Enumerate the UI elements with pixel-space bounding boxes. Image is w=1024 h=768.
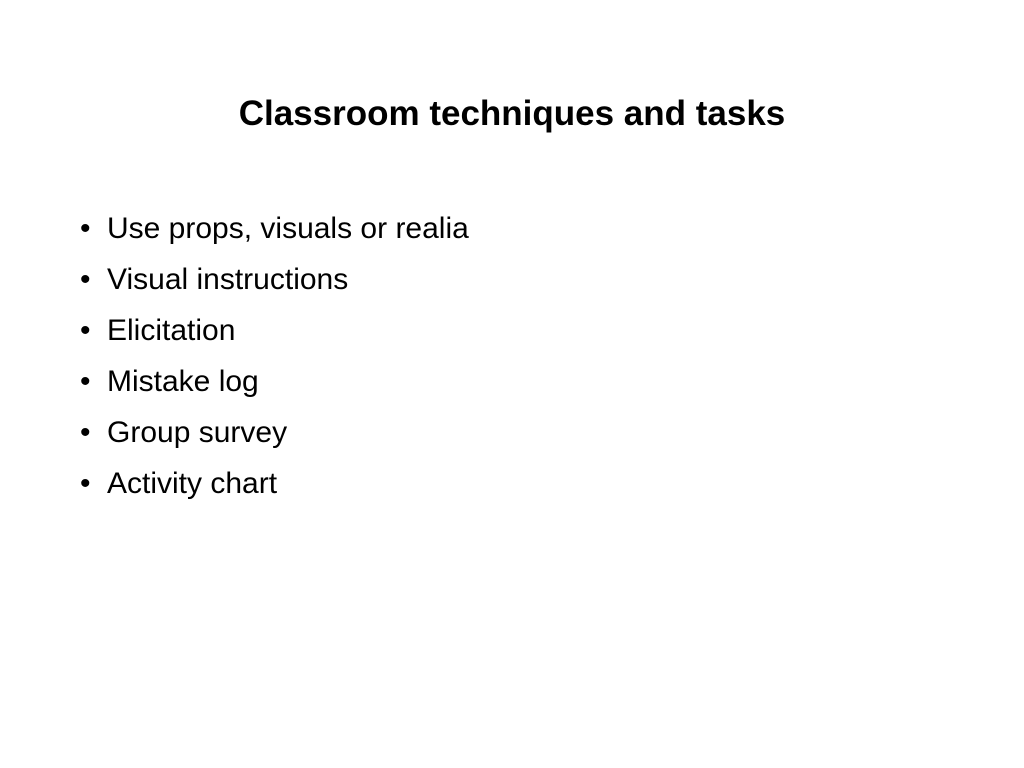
list-item bbox=[80, 407, 469, 458]
list-item-text: Elicitation bbox=[107, 314, 236, 347]
list-item bbox=[80, 254, 469, 305]
list-item-text: Group survey bbox=[107, 416, 288, 449]
bullet-icon: • bbox=[80, 212, 91, 245]
list-item-text: Visual instructions bbox=[107, 263, 349, 296]
bullet-icon: • bbox=[80, 416, 91, 449]
list-item bbox=[80, 458, 469, 509]
list-item bbox=[80, 356, 469, 407]
list-item-text: Activity chart bbox=[107, 467, 278, 500]
list-item bbox=[80, 203, 469, 254]
slide-title: Classroom techniques and tasks bbox=[238, 94, 786, 133]
bullet-icon: • bbox=[80, 263, 91, 296]
bullet-icon: • bbox=[80, 365, 91, 398]
list-item bbox=[80, 305, 469, 356]
bullet-list bbox=[80, 203, 469, 509]
bullet-icon: • bbox=[80, 467, 91, 500]
list-item-text: Mistake log bbox=[107, 365, 259, 398]
bullet-icon: • bbox=[80, 314, 91, 347]
list-item-text: Use props, visuals or realia bbox=[107, 212, 469, 245]
